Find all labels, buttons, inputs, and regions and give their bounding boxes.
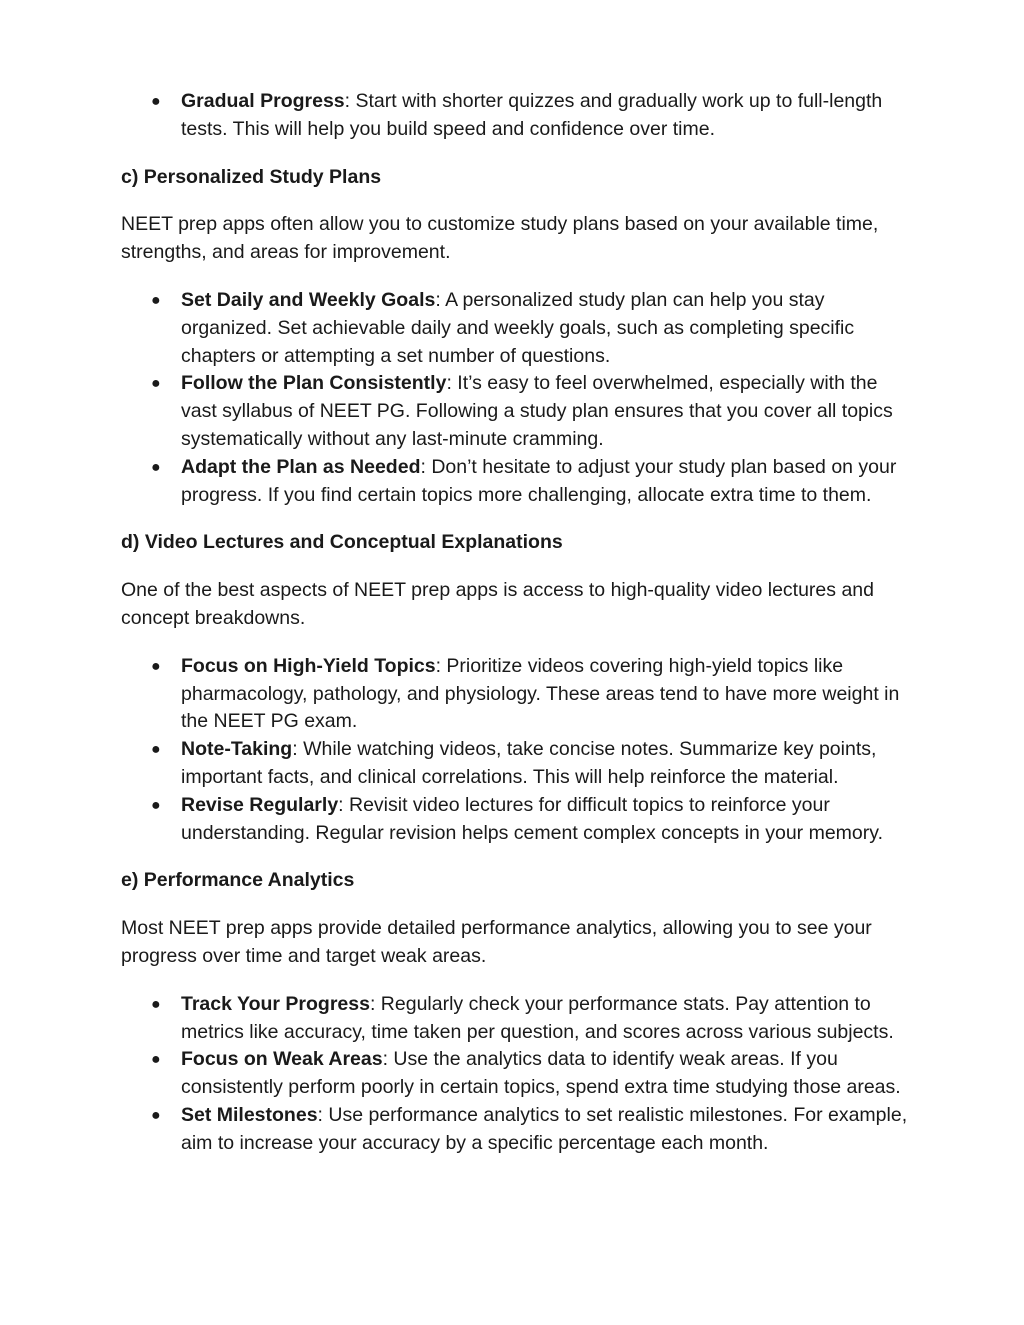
- bullet-icon: ●: [151, 995, 161, 1013]
- bullet-text: : Don’t hesitate to adjust your study plan based on your progress. If you find certain topics more challenging, allocate extra time to them.: [181, 455, 897, 506]
- list-item: [121, 1102, 911, 1158]
- bullet-text: : It’s easy to feel overwhelmed, especially with the vast syllabus of NEET PG. Following a study plan ensures that you cover all topics systematically without any last-minute cramming.: [181, 372, 893, 450]
- bullet-text: : Use performance analytics to set realistic milestones. For example, aim to increase your accuracy by a specific percentage each month.: [181, 1103, 908, 1154]
- list-item: [121, 287, 911, 370]
- section-heading-d: d) Video Lectures and Conceptual Explanations: [121, 531, 563, 554]
- section-heading-c: c) Personalized Study Plans: [121, 165, 382, 188]
- section-paragraph-d: One of the best aspects of NEET prep apps is access to high-quality video lectures and concept breakdowns.: [121, 579, 874, 629]
- bullet-term: Set Milestones: [181, 1103, 318, 1126]
- bullet-text: : Regularly check your performance stats. Pay attention to metrics like accuracy, time taken per question, and scores across various subjects.: [181, 992, 894, 1043]
- bullet-icon: ●: [151, 1051, 161, 1069]
- bullet-text: : Prioritize videos covering high-yield topics like pharmacology, pathology, and physiology. These areas tend to have more weight in the NEET PG exam.: [181, 654, 900, 733]
- bullet-term: Set Daily and Weekly Goals: [181, 288, 436, 311]
- bullet-icon: ●: [151, 741, 161, 759]
- bullet-icon: ●: [151, 93, 161, 110]
- bullet-icon: ●: [151, 657, 161, 675]
- bullet-term: Adapt the Plan as Needed: [181, 455, 421, 478]
- bullet-term: Focus on High-Yield Topics: [181, 654, 436, 677]
- bullet-icon: ●: [151, 291, 161, 309]
- bullet-term: Follow the Plan Consistently: [181, 372, 447, 395]
- section-c-bullet-list: [121, 287, 911, 509]
- bullet-term: Note-Taking: [181, 738, 293, 761]
- intro-bullet-list: [121, 88, 911, 144]
- bullet-term: Track Your Progress: [181, 992, 370, 1015]
- list-item: [121, 653, 911, 736]
- bullet-text: : Revisit video lectures for difficult topics to reinforce your understanding. Regular revision helps cement complex concepts in your memory.: [181, 793, 883, 844]
- section-paragraph-c: NEET prep apps often allow you to customize study plans based on your available time, strengths, and areas for improvement.: [121, 213, 879, 264]
- list-item: [121, 1046, 911, 1102]
- bullet-term: Gradual Progress: [181, 90, 345, 112]
- bullet-text: : Use the analytics data to identify weak areas. If you consistently perform poorly in certain topics, spend extra time studying those areas.: [181, 1048, 901, 1099]
- bullet-term: Revise Regularly: [181, 793, 339, 816]
- bullet-text: : While watching videos, take concise notes. Summarize key points, important facts, and clinical correlations. This will help reinforce the material.: [181, 738, 877, 788]
- list-item: [121, 991, 911, 1047]
- list-item: [121, 370, 911, 453]
- section-d-bullet-list: [121, 653, 911, 848]
- section-heading-e: e) Performance Analytics: [121, 869, 355, 892]
- bullet-icon: ●: [151, 1106, 161, 1124]
- bullet-icon: ●: [151, 458, 161, 476]
- list-item: [121, 736, 911, 792]
- bullet-term: Focus on Weak Areas: [181, 1048, 383, 1071]
- document-body: [121, 88, 911, 1158]
- bullet-icon: ●: [151, 375, 161, 393]
- section-paragraph-e: Most NEET prep apps provide detailed performance analytics, allowing you to see your progress over time and target weak areas.: [121, 917, 872, 967]
- list-item: [121, 454, 911, 510]
- bullet-icon: ●: [151, 796, 161, 814]
- bullet-text: : A personalized study plan can help you stay organized. Set achievable daily and weekly goals, such as completing specific chapters or attempting a set number of questions.: [181, 288, 855, 367]
- section-e-bullet-list: [121, 991, 911, 1158]
- list-item: [121, 792, 911, 848]
- list-item: [121, 88, 911, 144]
- bullet-text: : Start with shorter quizzes and gradually work up to full-length tests. This will help you build speed and confidence over time.: [181, 90, 883, 140]
